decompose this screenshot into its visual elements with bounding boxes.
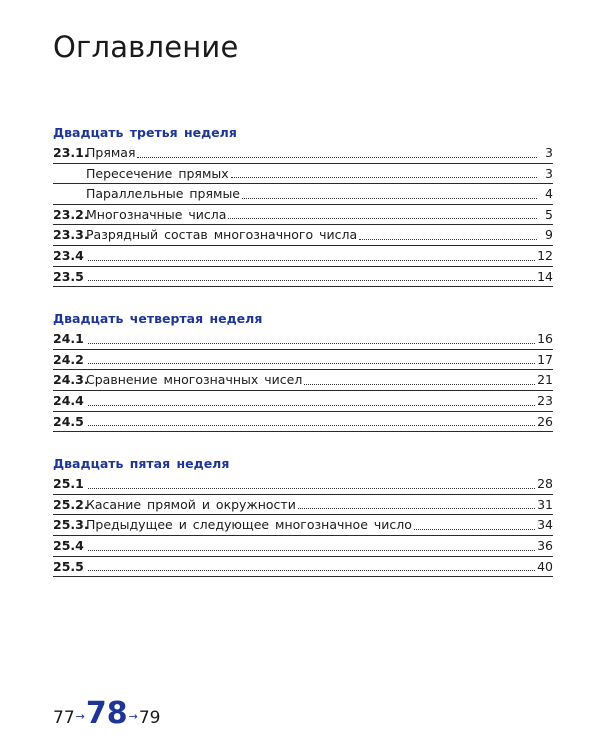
toc-row bbox=[53, 184, 553, 205]
toc-row bbox=[53, 164, 553, 185]
toc-row-number: 24.5 bbox=[53, 413, 84, 429]
dot-leader bbox=[359, 239, 537, 240]
toc-row bbox=[53, 225, 553, 246]
page-title: Оглавление bbox=[53, 30, 239, 64]
dot-leader bbox=[228, 218, 537, 219]
toc-row-page: 36 bbox=[537, 537, 553, 553]
toc-row bbox=[53, 557, 553, 578]
toc-row bbox=[53, 495, 553, 516]
toc-row-page: 3 bbox=[545, 165, 553, 181]
toc-row-page: 14 bbox=[537, 268, 553, 284]
toc-row-title: Многозначные числа bbox=[86, 206, 227, 222]
toc-row-page: 17 bbox=[537, 351, 553, 367]
toc-section bbox=[53, 123, 553, 287]
toc-row-page: 3 bbox=[545, 145, 553, 160]
toc-row-page: 40 bbox=[537, 558, 553, 574]
toc-row-page: 28 bbox=[537, 476, 553, 492]
toc-row-page: 34 bbox=[537, 517, 553, 533]
toc-row-page: 23 bbox=[537, 392, 553, 408]
table-of-contents bbox=[53, 123, 553, 599]
toc-row-page: 12 bbox=[537, 247, 553, 263]
dot-leader bbox=[88, 280, 535, 281]
toc-row-number: 25.5 bbox=[53, 558, 84, 574]
next-page-number: 79 bbox=[138, 708, 161, 728]
section-header: Двадцать третья неделя bbox=[53, 125, 237, 140]
dot-leader bbox=[414, 529, 535, 530]
dot-leader bbox=[298, 508, 535, 509]
toc-row-page: 9 bbox=[545, 227, 553, 243]
toc-row-number: 23.1. bbox=[53, 145, 89, 160]
previous-page-number: 77 bbox=[53, 708, 75, 728]
toc-row-title: Предыдущее и следующее многозначное число bbox=[86, 517, 412, 533]
toc-row-number: 25.3. bbox=[53, 517, 89, 533]
toc-row-number: 24.1 bbox=[53, 331, 84, 347]
dot-leader bbox=[88, 405, 535, 406]
toc-row-title: Касание прямой и окружности bbox=[86, 496, 296, 512]
toc-row bbox=[53, 143, 553, 164]
toc-row-page: 21 bbox=[537, 372, 553, 388]
dot-leader bbox=[88, 260, 535, 261]
toc-row-number: 24.4 bbox=[53, 392, 84, 408]
toc-row bbox=[53, 515, 553, 536]
toc-row-number: 25.1 bbox=[53, 476, 84, 492]
toc-section bbox=[53, 454, 553, 577]
section-header: Двадцать четвертая неделя bbox=[53, 311, 263, 327]
section-header: Двадцать пятая неделя bbox=[53, 456, 230, 472]
toc-row bbox=[53, 267, 553, 288]
toc-row-number: 23.2. bbox=[53, 206, 89, 222]
toc-row bbox=[53, 370, 553, 391]
dot-leader bbox=[88, 343, 535, 344]
dot-leader bbox=[88, 570, 535, 571]
dot-leader bbox=[304, 384, 535, 385]
dot-leader bbox=[137, 157, 537, 158]
toc-row bbox=[53, 536, 553, 557]
dot-leader bbox=[231, 177, 537, 178]
arrow-right-icon: → bbox=[75, 710, 85, 723]
dot-leader bbox=[88, 488, 535, 489]
toc-row-page: 31 bbox=[537, 496, 553, 512]
dot-leader bbox=[88, 550, 535, 551]
toc-row-title: Сравнение многозначных чисел bbox=[86, 372, 303, 388]
toc-row-page: 4 bbox=[545, 186, 553, 202]
toc-row-number: 23.3. bbox=[53, 227, 89, 243]
toc-row bbox=[53, 391, 553, 412]
toc-row-page: 26 bbox=[537, 413, 553, 429]
toc-row-number: 24.2 bbox=[53, 351, 84, 367]
toc-row-number: 23.4 bbox=[53, 247, 84, 263]
dot-leader bbox=[242, 198, 537, 199]
current-page-number: 78 bbox=[85, 696, 128, 731]
toc-row bbox=[53, 246, 553, 267]
toc-row-number: 25.2. bbox=[53, 496, 89, 512]
page-navigation bbox=[53, 696, 160, 731]
toc-row-number: 24.3. bbox=[53, 372, 89, 388]
toc-row-number: 23.5 bbox=[53, 268, 84, 284]
dot-leader bbox=[88, 425, 535, 426]
arrow-right-icon: → bbox=[128, 710, 138, 723]
toc-row bbox=[53, 205, 553, 226]
toc-row bbox=[53, 474, 553, 495]
toc-row-page: 5 bbox=[545, 206, 553, 222]
toc-row-title: Разрядный состав многозначного числа bbox=[86, 227, 358, 243]
toc-row bbox=[53, 329, 553, 350]
toc-row-title: Прямая bbox=[86, 145, 136, 160]
toc-row-title: Параллельные прямые bbox=[86, 186, 241, 202]
toc-row-title: Пересечение прямых bbox=[86, 165, 229, 181]
toc-row-number: 25.4 bbox=[53, 537, 84, 553]
toc-row-page: 16 bbox=[537, 331, 553, 347]
dot-leader bbox=[88, 363, 535, 364]
toc-row bbox=[53, 412, 553, 433]
toc-section bbox=[53, 309, 553, 432]
toc-row bbox=[53, 350, 553, 371]
